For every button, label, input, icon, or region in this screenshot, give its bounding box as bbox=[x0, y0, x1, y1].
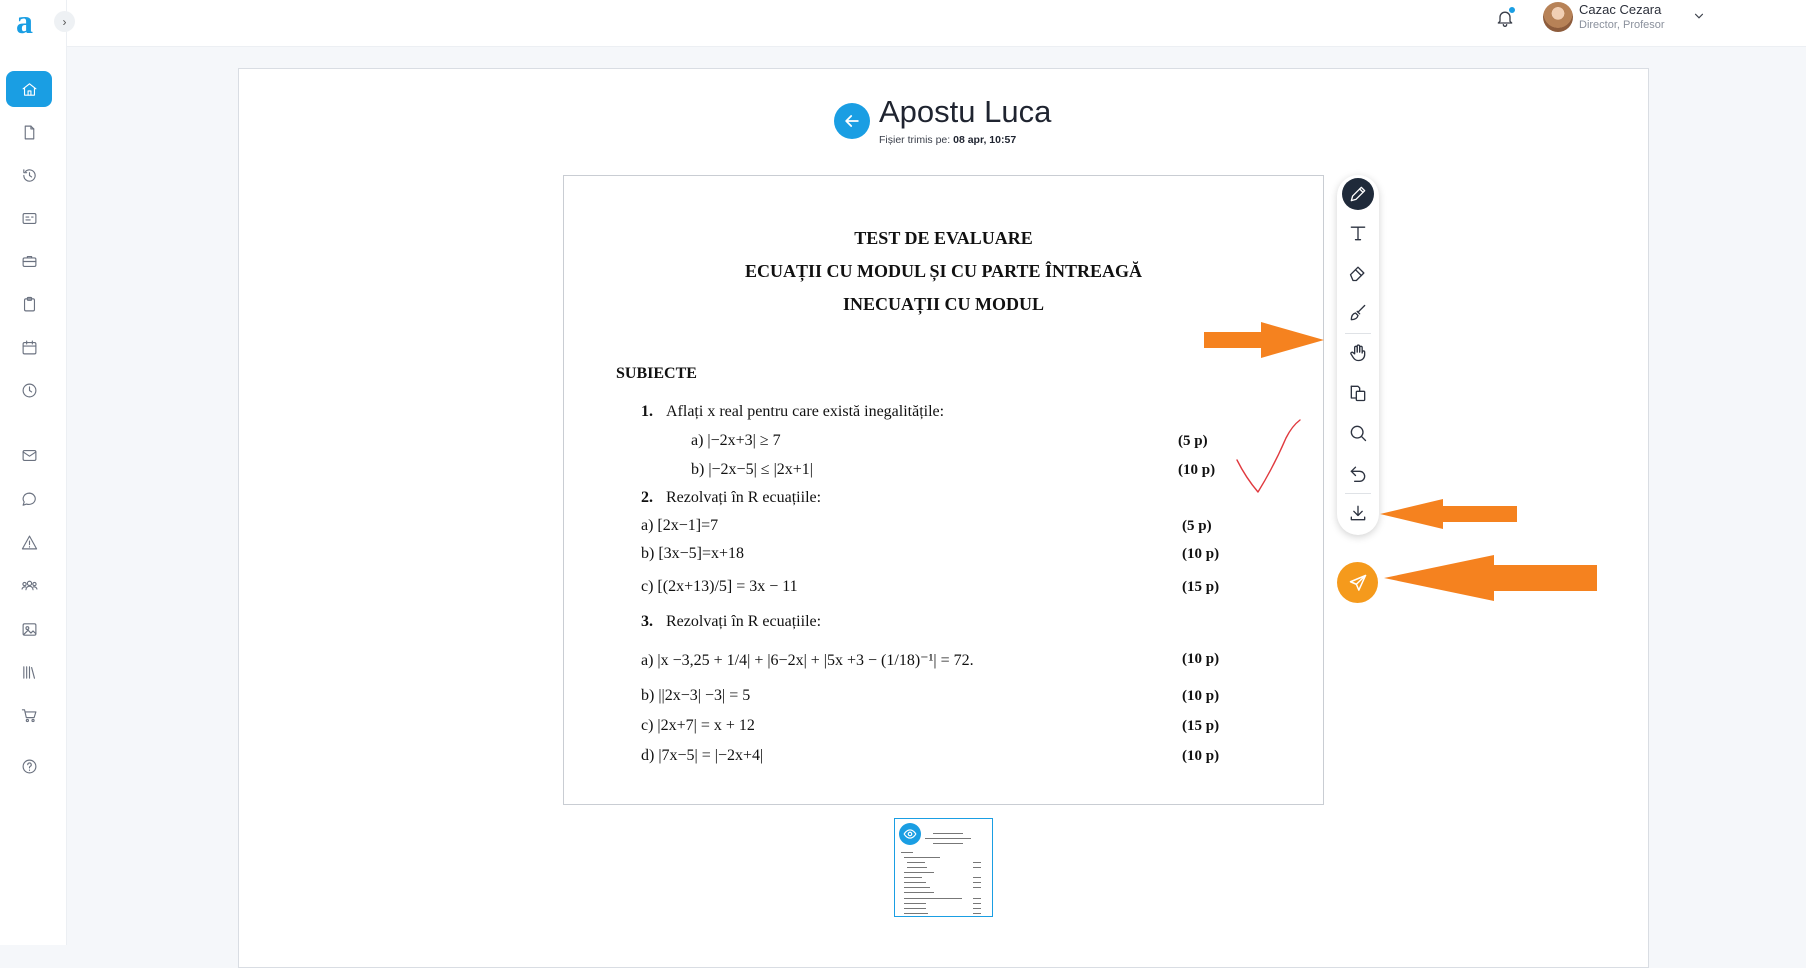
download-icon bbox=[1348, 503, 1368, 523]
question-points: (10 p) bbox=[1182, 651, 1220, 667]
sidebar-item-dashboard[interactable] bbox=[6, 200, 52, 236]
question-item: a) [2x−1]=7 bbox=[641, 517, 719, 534]
sent-info bbox=[879, 134, 1016, 146]
question-item: b) ||2x−3| −3| = 5 bbox=[641, 687, 751, 704]
sidebar-expand-button[interactable]: › bbox=[54, 11, 75, 32]
user-name[interactable]: Cazac Cezara bbox=[1579, 2, 1662, 17]
question-number: 1. bbox=[641, 403, 653, 420]
toolbar-divider bbox=[1345, 493, 1371, 494]
undo-tool[interactable] bbox=[1342, 457, 1374, 489]
question-number: 2. bbox=[641, 489, 653, 506]
toolbar-divider bbox=[1345, 333, 1371, 334]
question-item: b) |−2x−5| ≤ |2x+1| bbox=[691, 461, 813, 478]
undo-icon bbox=[1348, 463, 1368, 483]
pen-tool[interactable] bbox=[1342, 178, 1374, 210]
clipboard-icon bbox=[21, 296, 38, 313]
brush-tool[interactable] bbox=[1342, 297, 1374, 329]
pen-icon bbox=[1348, 184, 1368, 204]
eye-icon[interactable] bbox=[899, 823, 921, 845]
group-icon bbox=[21, 577, 38, 594]
chevron-down-icon[interactable] bbox=[1692, 9, 1706, 23]
chat-icon bbox=[21, 491, 38, 508]
text-tool[interactable] bbox=[1342, 217, 1374, 249]
avatar[interactable] bbox=[1543, 2, 1573, 32]
mail-icon bbox=[21, 447, 38, 464]
top-bar bbox=[67, 0, 1806, 47]
question-points: (10 p) bbox=[1182, 688, 1220, 704]
sidebar-item-home[interactable] bbox=[6, 71, 52, 107]
sidebar-item-gallery[interactable] bbox=[6, 611, 52, 647]
document-page[interactable] bbox=[563, 175, 1324, 805]
question-text: Rezolvați în R ecuațiile: bbox=[666, 489, 822, 506]
student-name: Apostu Luca bbox=[879, 94, 1052, 129]
send-icon bbox=[1348, 573, 1368, 593]
user-role: Director, Profesor bbox=[1579, 19, 1665, 31]
sent-label: Fișier trimis pe: bbox=[879, 134, 951, 146]
back-button[interactable] bbox=[834, 103, 870, 139]
sidebar-item-groups[interactable] bbox=[6, 567, 52, 603]
sent-date: 08 apr, 10:57 bbox=[953, 134, 1017, 146]
sidebar-item-mail[interactable] bbox=[6, 437, 52, 473]
arrow-left-icon bbox=[842, 111, 862, 131]
hand-icon bbox=[1348, 343, 1368, 363]
sidebar-item-documents[interactable] bbox=[6, 114, 52, 150]
question-points: (10 p) bbox=[1182, 546, 1220, 562]
sidebar-item-calendar[interactable] bbox=[6, 329, 52, 365]
checkmark-annotation bbox=[1234, 416, 1310, 500]
annotation-arrow-right bbox=[1204, 322, 1324, 358]
sidebar-item-clock[interactable] bbox=[6, 372, 52, 408]
app-logo[interactable]: a bbox=[16, 4, 33, 41]
cart-icon bbox=[21, 707, 38, 724]
card-icon bbox=[21, 210, 38, 227]
library-icon bbox=[21, 664, 38, 681]
sidebar-item-help[interactable] bbox=[6, 748, 52, 784]
sidebar bbox=[0, 0, 67, 945]
sidebar-item-briefcase[interactable] bbox=[6, 243, 52, 279]
question-points: (5 p) bbox=[1182, 518, 1212, 534]
question-item: c) |2x+7| = x + 12 bbox=[641, 717, 755, 734]
zoom-icon bbox=[1348, 423, 1368, 443]
question-number: 3. bbox=[641, 613, 653, 630]
question-text: Aflați x real pentru care există inegalitățile: bbox=[666, 403, 945, 420]
question-points: (5 p) bbox=[1178, 433, 1208, 449]
copy-page-tool[interactable] bbox=[1342, 377, 1374, 409]
question-item: d) |7x−5| = |−2x+4| bbox=[641, 747, 764, 764]
test-title: TEST DE EVALUARE bbox=[854, 228, 1033, 248]
question-points: (15 p) bbox=[1182, 718, 1220, 734]
copy-page-icon bbox=[1348, 383, 1368, 403]
annotation-toolbar bbox=[1337, 175, 1379, 535]
question-points: (10 p) bbox=[1178, 462, 1216, 478]
image-icon bbox=[21, 621, 38, 638]
home-icon bbox=[21, 81, 38, 98]
sidebar-item-history[interactable] bbox=[6, 157, 52, 193]
test-subtitle: ECUAȚII CU MODUL ȘI CU PARTE ÎNTREAGĂ bbox=[744, 261, 1143, 281]
question-points: (15 p) bbox=[1182, 579, 1220, 595]
question-item: a) |x −3,25 + 1/4| + |6−2x| + |5x +3 − (1/18)⁻¹| = 72. bbox=[641, 652, 974, 669]
annotation-arrow-left bbox=[1384, 555, 1597, 601]
question-item: c) [(2x+13)/5] = 3x − 11 bbox=[641, 578, 798, 595]
section-heading: SUBIECTE bbox=[616, 365, 697, 382]
send-button[interactable] bbox=[1337, 562, 1378, 603]
history-icon bbox=[21, 167, 38, 184]
file-icon bbox=[21, 124, 38, 141]
brush-icon bbox=[1348, 303, 1368, 323]
calendar-icon bbox=[21, 339, 38, 356]
sidebar-item-library[interactable] bbox=[6, 654, 52, 690]
annotation-arrow-left bbox=[1380, 499, 1517, 529]
test-subtitle-2: INECUAȚII CU MODUL bbox=[842, 294, 1044, 314]
hand-tool[interactable] bbox=[1342, 337, 1374, 369]
help-icon bbox=[21, 758, 38, 775]
eraser-icon bbox=[1348, 263, 1368, 283]
question-item: a) |−2x+3| ≥ 7 bbox=[691, 432, 781, 449]
sidebar-item-cart[interactable] bbox=[6, 697, 52, 733]
text-icon bbox=[1348, 223, 1368, 243]
zoom-tool[interactable] bbox=[1342, 417, 1374, 449]
sidebar-item-chat[interactable] bbox=[6, 481, 52, 517]
sidebar-item-clipboard[interactable] bbox=[6, 286, 52, 322]
clock-icon bbox=[21, 382, 38, 399]
briefcase-icon bbox=[21, 253, 38, 270]
notification-dot bbox=[1508, 6, 1516, 14]
question-item: b) [3x−5]=x+18 bbox=[641, 545, 745, 562]
alert-icon bbox=[21, 534, 38, 551]
download-tool[interactable] bbox=[1342, 497, 1374, 529]
page-thumbnail[interactable] bbox=[894, 818, 993, 917]
question-points: (10 p) bbox=[1182, 748, 1220, 764]
eraser-tool[interactable] bbox=[1342, 257, 1374, 289]
question-text: Rezolvați în R ecuațiile: bbox=[666, 613, 822, 630]
sidebar-item-alert[interactable] bbox=[6, 524, 52, 560]
